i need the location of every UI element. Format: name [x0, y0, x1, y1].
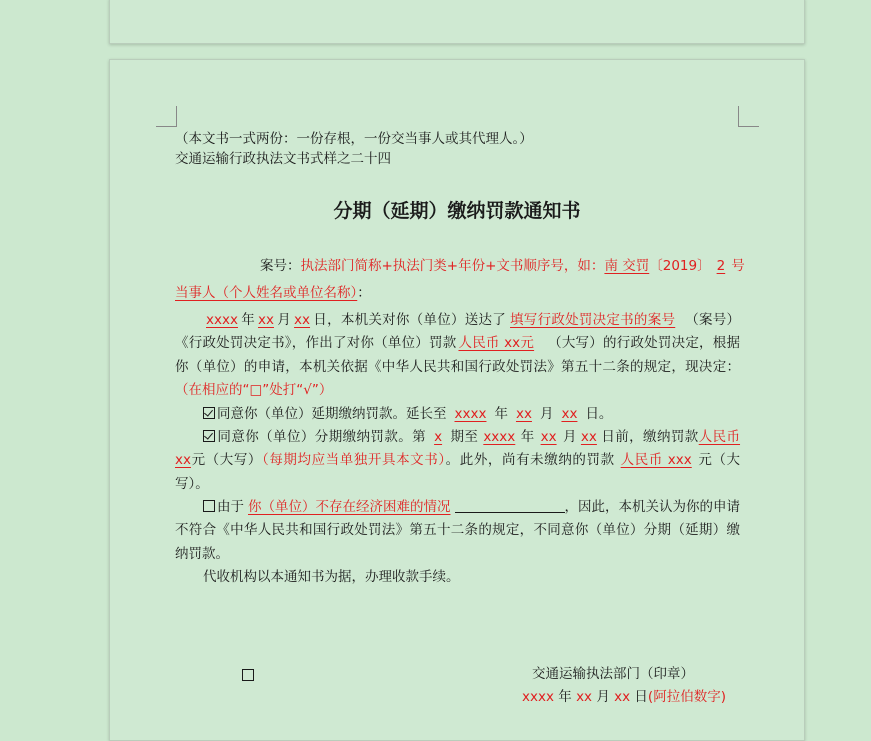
date-hint: (阿拉伯数字) — [647, 689, 726, 705]
case-number-format: 执法部门简称+执法门类+年份+文书顺序号，如： — [300, 258, 605, 274]
case-number-line — [260, 255, 745, 278]
text-year: 年 — [240, 312, 256, 328]
text-extend-to: 同意你（单位）延期缴纳罚款。延长至 — [217, 406, 447, 422]
remaining-amount: 人民币 xxx — [620, 452, 692, 469]
text-remaining: 。此外，尚有未缴纳的罚款 — [445, 452, 615, 469]
installment-month-placeholder: xx — [540, 429, 557, 445]
extend-day-placeholder: xx — [561, 406, 578, 422]
previous-page — [109, 0, 805, 44]
date-month-placeholder: xx — [576, 689, 593, 705]
checkbox-instruction: （在相应的“□”处打“√”） — [175, 381, 333, 398]
checked-box-icon[interactable] — [203, 407, 215, 419]
text-year: 年 — [494, 406, 508, 422]
party-name-field: 当事人（个人姓名或单位名称） — [175, 285, 358, 301]
reject-reason: 你（单位）不存在经济困难的情况 — [248, 499, 451, 515]
party-colon: ： — [357, 285, 371, 301]
margin-mark-top-left — [156, 106, 177, 127]
text-fine-intro: （案号）《行政处罚决定书》，作出了对你（单位）罚款 — [175, 312, 741, 352]
checked-box-icon[interactable] — [203, 430, 215, 442]
text-capital-end: 元（大写）。 — [175, 452, 741, 492]
installment-amount: 人民币 xx — [175, 429, 741, 469]
case-number-label: 案号： — [260, 258, 301, 274]
text-pay-fine: 日前，缴纳罚款 — [600, 429, 699, 445]
text-day: 日。 — [585, 406, 613, 422]
case-number-example-year: 〔2019〕 — [649, 258, 711, 274]
text-reject-conclusion: ，因此，本机关认为你的申请不符合《中华人民共和国行政处罚法》第五十二条的规定，不同意你（单位）分期（延期）缴纳罚款。 — [175, 499, 740, 562]
month-placeholder: xx — [258, 312, 274, 328]
text-month: 月 — [592, 689, 615, 705]
text-capital: 元（大写） — [190, 452, 262, 469]
text-year: 年 — [553, 689, 577, 705]
text-month: 月 — [277, 312, 292, 328]
reason-blank-line — [455, 497, 565, 513]
option-installment — [175, 426, 740, 496]
year-placeholder: xxxx — [206, 312, 238, 328]
case-number-example-suffix: 号 — [731, 258, 745, 274]
installment-day-placeholder: xx — [580, 429, 597, 445]
text-installment: 同意你（单位）分期缴纳罚款。第 — [217, 429, 427, 445]
extend-year-placeholder: xxxx — [454, 406, 487, 422]
party-line — [175, 282, 371, 305]
installment-year-placeholder: xxxx — [483, 429, 516, 445]
document-page — [109, 59, 805, 741]
case-number-example-seq: 2 — [716, 258, 726, 274]
case-number-example-dept: 南 交罚 — [604, 258, 650, 274]
installment-number-placeholder: x — [434, 429, 443, 445]
document-title: 分期（延期）缴纳罚款通知书 — [333, 200, 581, 222]
option-reject — [175, 496, 740, 566]
checkbox-icon[interactable] — [203, 500, 215, 512]
paragraph-collection: 代收机构以本通知书为据，办理收款手续。 — [203, 569, 460, 585]
text-month: 月 — [539, 406, 554, 422]
margin-mark-top-right — [738, 106, 759, 127]
decision-case-number: 填写行政处罚决定书的案号 — [510, 312, 676, 328]
date-year-placeholder: xxxx — [522, 689, 554, 705]
extend-month-placeholder: xx — [515, 406, 532, 422]
paragraph-decision — [175, 309, 740, 402]
text-served: 日，本机关对你（单位）送达了 — [313, 312, 507, 328]
day-placeholder: xx — [294, 312, 311, 328]
installment-note: （每期均应当单独开具本文书） — [261, 452, 446, 469]
text-period-to: 期至 — [450, 429, 479, 445]
text-legal-basis: （大写）的行政处罚决定，根据你（单位）的申请，本机关依据《中华人民共和国行政处罚法》第五十二条的规定，现决定： — [175, 335, 741, 375]
date-line — [522, 686, 726, 709]
checkbox-icon[interactable] — [242, 669, 254, 681]
copies-note: （本文书一式两份：一份存根，一份交当事人或其代理人。） — [175, 131, 533, 147]
seal-label: 交通运输执法部门（印章） — [532, 666, 694, 682]
option-extension — [175, 403, 740, 426]
text-month: 月 — [562, 429, 577, 445]
form-name: 交通运输行政执法文书式样之二十四 — [175, 151, 391, 167]
date-day-placeholder: xx — [614, 689, 631, 705]
fine-amount: 人民币 xx元 — [458, 335, 535, 352]
text-because: 由于 — [217, 499, 244, 515]
text-year: 年 — [520, 429, 535, 445]
text-day: 日 — [630, 689, 648, 705]
